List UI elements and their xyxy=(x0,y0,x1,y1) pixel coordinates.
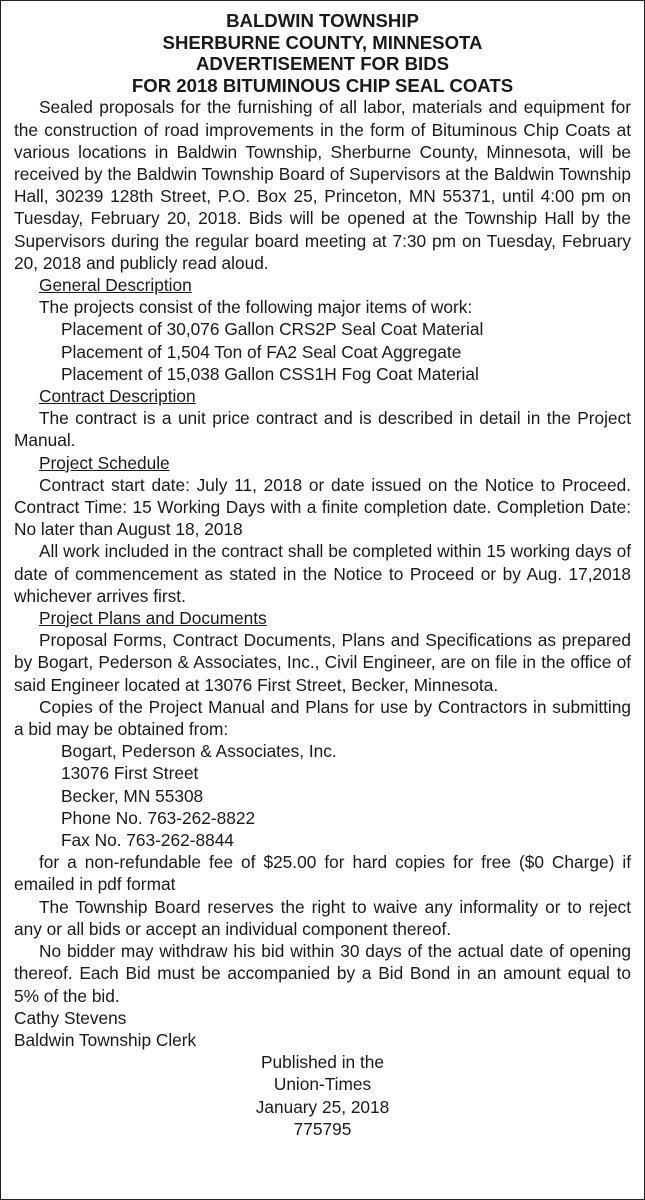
signature-name: Cathy Stevens xyxy=(14,1007,127,1028)
withdraw-paragraph: No bidder may withdraw his bid within 30 days of the actual date of opening thereof. Each Bid must be accompanied by a Bid Bond in an amount equal to 5% of the bid. xyxy=(14,941,631,1006)
contract-description-heading: Contract Description xyxy=(39,386,196,407)
address-line-fax: Fax No. 763-262-8844 xyxy=(61,830,234,851)
plans-paragraph-documents: Proposal Forms, Contract Documents, Plans and Specifications as prepared by Bogart, Pederson & Associates, Inc., Civil Engineer, are on file in the office of said Engineer located at 13076 First Street, Becker, Minnesota. xyxy=(14,630,631,695)
publication-line-number: 775795 xyxy=(293,1118,352,1139)
reserve-paragraph: The Township Board reserves the right to waive any informality or to reject any or all bids or accept an individual component thereof. xyxy=(14,896,631,939)
notice-header xyxy=(14,10,631,96)
contract-description-text: The contract is a unit price contract and is described in detail in the Project Manual. xyxy=(14,408,631,451)
header-line-township: BALDWIN TOWNSHIP xyxy=(226,10,419,31)
work-item: Placement of 1,504 Ton of FA2 Seal Coat Aggregate xyxy=(61,341,462,362)
project-schedule-heading: Project Schedule xyxy=(39,452,170,473)
schedule-paragraph-dates: Contract start date: July 11, 2018 or date issued on the Notice to Proceed. Contract Time: 15 Working Days with a finite completion date. Completion Date: No later than August 18, 2018 xyxy=(14,474,631,540)
header-line-advertisement: ADVERTISEMENT FOR BIDS xyxy=(195,53,450,75)
address-line-city: Becker, MN 55308 xyxy=(61,785,204,806)
intro-paragraph: Sealed proposals for the furnishing of all labor, materials and equipment for the construction of road improvements in the form of Bituminous Chip Coats at various locations in Baldwin Township, Sherburne County, Minnesota, will be received by the Baldwin Township Board of Supervisors at the Baldwin Township Hall, 30239 128th Street, P.O. Box 25, Princeton, MN 55371, until 4:00 pm on Tuesday, February 20, 2018. Bids will be opened at the Township Hall by the Supervisors during the regular board meeting at 7:30 pm on Tuesday, February 20, 2018 and publicly read aloud. xyxy=(14,97,631,273)
general-description-text: The projects consist of the following major items of work: xyxy=(39,297,473,318)
plans-paragraph-copies: Copies of the Project Manual and Plans for use by Contractors in submitting a bid may be obtained from: xyxy=(14,696,631,740)
project-plans-heading: Project Plans and Documents xyxy=(39,608,267,629)
publication-line-published: Published in the xyxy=(261,1052,384,1073)
header-line-county: SHERBURNE COUNTY, MINNESOTA xyxy=(162,31,483,53)
publication-line-newspaper: Union-Times xyxy=(273,1074,372,1095)
schedule-paragraph-completion: All work included in the contract shall be completed within 15 working days of date of commencement as stated in the Notice to Proceed or by Aug. 17,2018 whichever arrives first. xyxy=(14,541,631,606)
publication-line-date: January 25, 2018 xyxy=(255,1096,390,1117)
header-line-project: FOR 2018 BITUMINOUS CHIP SEAL COATS xyxy=(131,74,514,96)
address-line-phone: Phone No. 763-262-8822 xyxy=(61,807,256,828)
publication-block xyxy=(14,1051,631,1140)
general-description-heading: General Description xyxy=(39,275,192,295)
address-line-company: Bogart, Pederson & Associates, Inc. xyxy=(61,741,337,762)
signature-title: Baldwin Township Clerk xyxy=(14,1029,197,1050)
address-line-street: 13076 First Street xyxy=(61,763,199,784)
work-item: Placement of 30,076 Gallon CRS2P Seal Coat Material xyxy=(61,319,484,340)
fee-paragraph: for a non-refundable fee of $25.00 for hard copies for free ($0 Charge) if emailed in pdf format xyxy=(14,852,631,895)
work-item: Placement of 15,038 Gallon CSS1H Fog Coat Material xyxy=(61,363,479,384)
